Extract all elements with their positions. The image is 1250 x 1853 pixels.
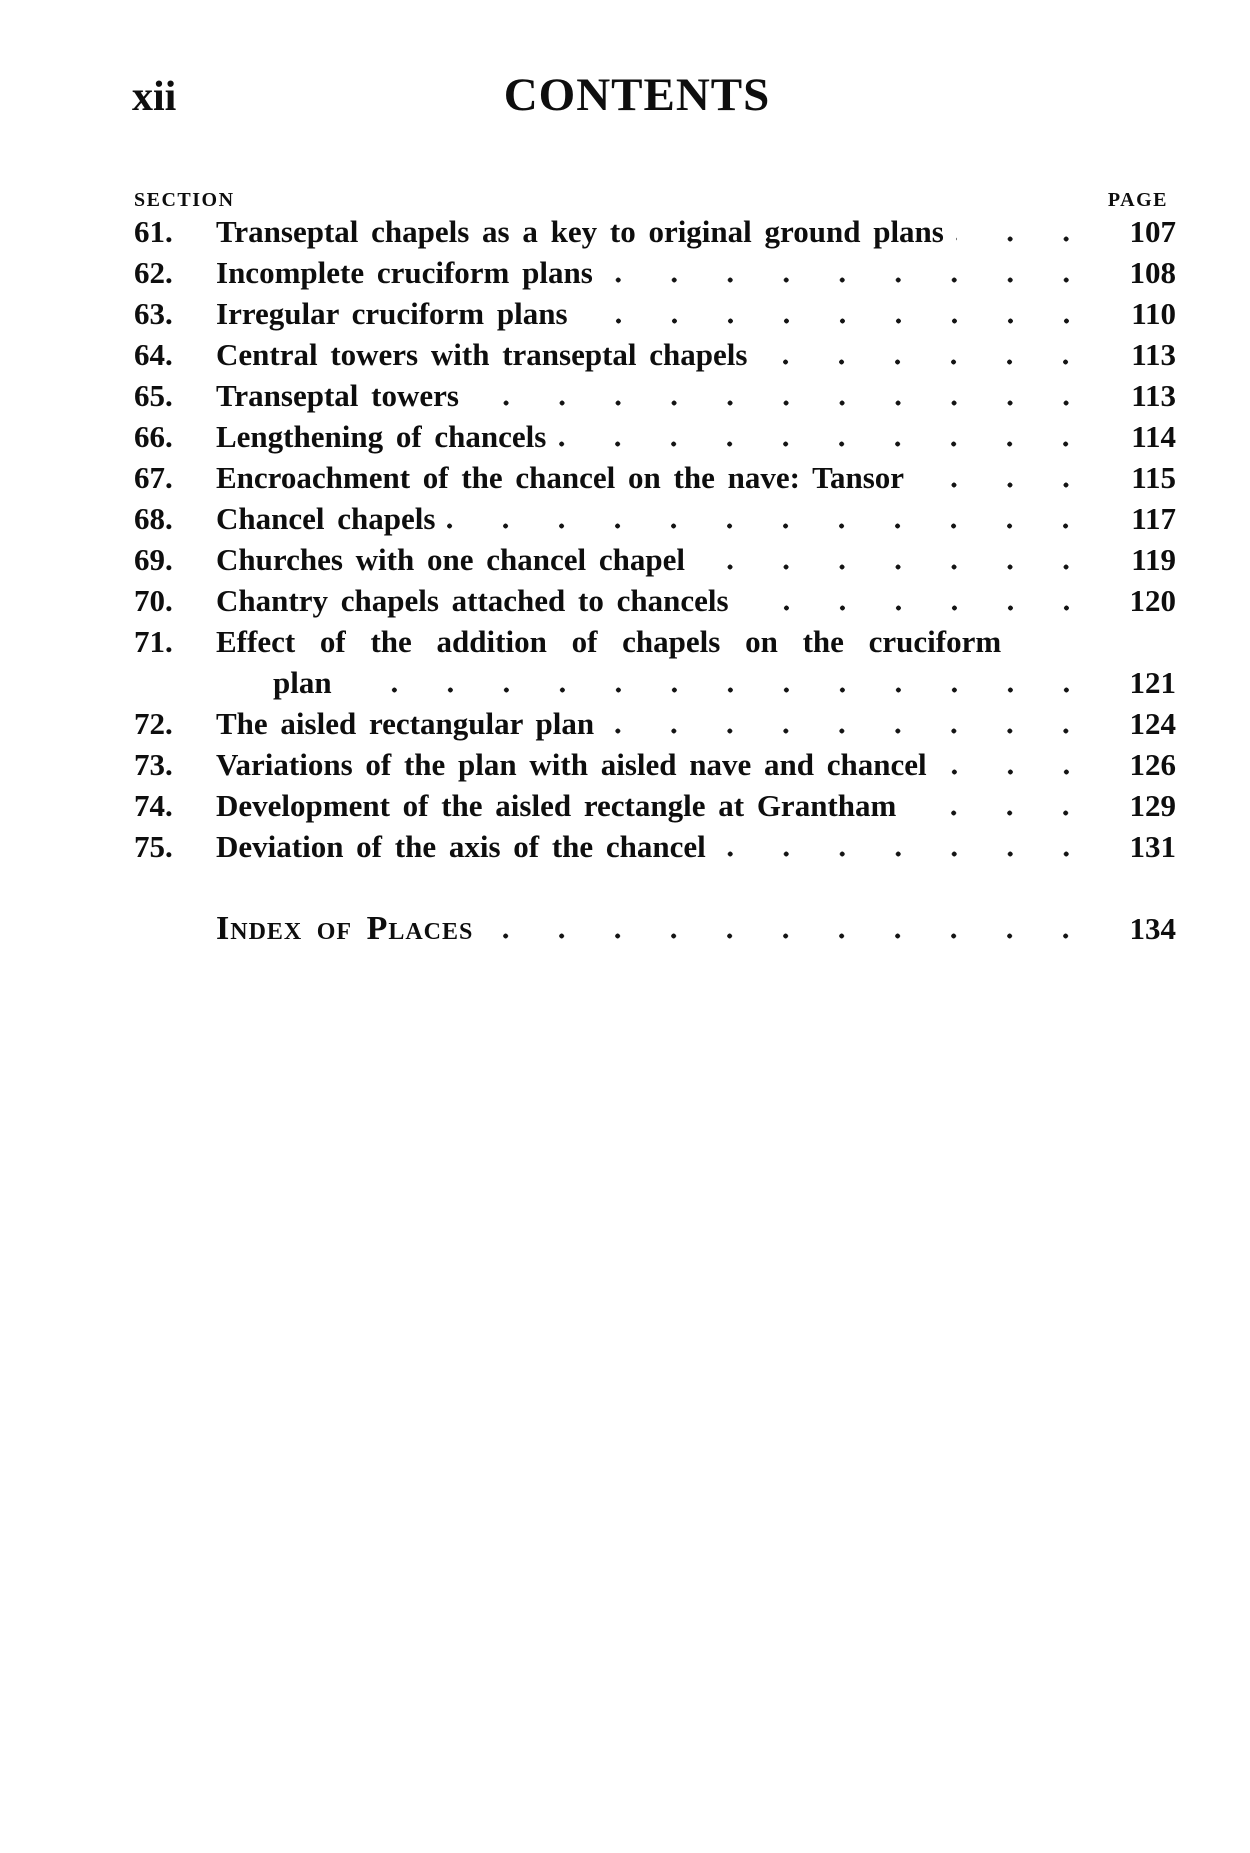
toc-entry-number: 68.	[134, 501, 173, 536]
toc-entry	[134, 293, 1176, 334]
dot-leader	[718, 851, 1094, 857]
toc-entry-title: Chancel chapels	[216, 501, 436, 536]
dot-leader	[344, 687, 1094, 693]
toc-page-number: 131	[1129, 829, 1176, 864]
dot-leader	[697, 564, 1094, 570]
toc-page-number: 124	[1129, 706, 1176, 741]
dot-leader	[759, 359, 1094, 365]
dot-leader	[916, 482, 1094, 488]
toc-entry-number: 62.	[134, 255, 173, 290]
toc-entry-title: Deviation of the axis of the chancel	[216, 829, 706, 864]
toc-entry-title: The aisled rectangular plan	[216, 706, 595, 741]
toc-entry-title: Churches with one chancel chapel	[216, 542, 685, 577]
page-column-header: PAGE	[1107, 189, 1168, 211]
toc-entry-title: Lengthening of chancels	[216, 419, 547, 454]
dot-leader	[471, 400, 1094, 406]
toc-page-number: 126	[1129, 747, 1176, 782]
toc-entry-title: Development of the aisled rectangle at Grantham	[216, 788, 897, 823]
toc-entry-title: Transeptal towers	[216, 378, 459, 413]
toc-page-number: 117	[1131, 501, 1176, 536]
toc-entry-number: 65.	[134, 378, 173, 413]
toc-entry-number: 66.	[134, 419, 173, 454]
toc-entry	[134, 334, 1176, 375]
toc-entry	[134, 785, 1176, 826]
toc-page-number: 114	[1131, 419, 1176, 454]
toc-entry-title: plan	[273, 665, 332, 700]
toc-entry-continuation	[134, 662, 1176, 703]
toc-list	[134, 211, 1176, 949]
toc-entry	[134, 211, 1176, 252]
toc-entry	[134, 252, 1176, 293]
toc-entry-title: Effect of the addition of chapels on the cruciform	[216, 624, 1002, 659]
dot-leader	[956, 236, 1094, 242]
toc-entry-number: 74.	[134, 788, 173, 823]
toc-entry	[134, 621, 1176, 662]
dot-leader	[606, 728, 1094, 734]
toc-page-number: 121	[1129, 665, 1176, 700]
toc-entry-number: 75.	[134, 829, 173, 864]
toc-entry-number: 64.	[134, 337, 173, 372]
dot-leader	[939, 769, 1094, 775]
toc-page-number: 110	[1131, 296, 1176, 331]
toc-entry-title: Central towers with transeptal chapels	[216, 337, 748, 372]
toc-page-number: 115	[1131, 460, 1176, 495]
toc-page-number: 108	[1129, 255, 1176, 290]
toc-entry	[134, 580, 1176, 621]
toc-index-entry	[134, 908, 1176, 949]
toc-entry	[134, 375, 1176, 416]
dot-leader	[741, 605, 1094, 611]
toc-entry-title: Incomplete cruciform plans	[216, 255, 593, 290]
page-title: CONTENTS	[503, 69, 771, 121]
dot-leader	[908, 810, 1094, 816]
toc-entry-number: 72.	[134, 706, 173, 741]
section-column-header: SECTION	[134, 189, 235, 211]
toc-entry	[134, 703, 1176, 744]
toc-entry-number: 67.	[134, 460, 173, 495]
toc-entry	[134, 416, 1176, 457]
toc-entry-title: Index of Places	[216, 910, 474, 947]
toc-entry-title: Variations of the plan with aisled nave and chancel	[216, 747, 927, 782]
dot-leader	[605, 277, 1094, 283]
toc-entry	[134, 457, 1176, 498]
toc-entry-number: 73.	[134, 747, 173, 782]
toc-page-number: 134	[1129, 911, 1176, 946]
dot-leader	[580, 318, 1094, 324]
toc-page-number: 107	[1129, 214, 1176, 249]
toc-page-number: 119	[1131, 542, 1176, 577]
column-headers	[134, 190, 1168, 210]
toc-page-number: 113	[1131, 337, 1176, 372]
toc-entry	[134, 744, 1176, 785]
toc-entry-number: 70.	[134, 583, 173, 618]
toc-entry	[134, 498, 1176, 539]
toc-entry-number: 69.	[134, 542, 173, 577]
toc-entry-title: Irregular cruciform plans	[216, 296, 568, 331]
dot-leader	[558, 441, 1094, 447]
dot-leader	[447, 523, 1094, 529]
toc-entry	[134, 539, 1176, 580]
toc-entry-title: Chantry chapels attached to chancels	[216, 583, 729, 618]
toc-entry-title: Encroachment of the chancel on the nave: Tansor	[216, 460, 905, 495]
toc-page-number: 113	[1131, 378, 1176, 413]
toc-entry-number: 61.	[134, 214, 173, 249]
folio-number: xii	[132, 74, 177, 120]
toc-page-number: 120	[1129, 583, 1176, 618]
toc-entry	[134, 826, 1176, 867]
toc-entry-number: 63.	[134, 296, 173, 331]
toc-page-number: 129	[1129, 788, 1176, 823]
toc-entry-title: Transeptal chapels as a key to original ground plans	[216, 214, 944, 249]
dot-leader	[485, 933, 1094, 939]
toc-entry-number: 71.	[134, 624, 173, 659]
